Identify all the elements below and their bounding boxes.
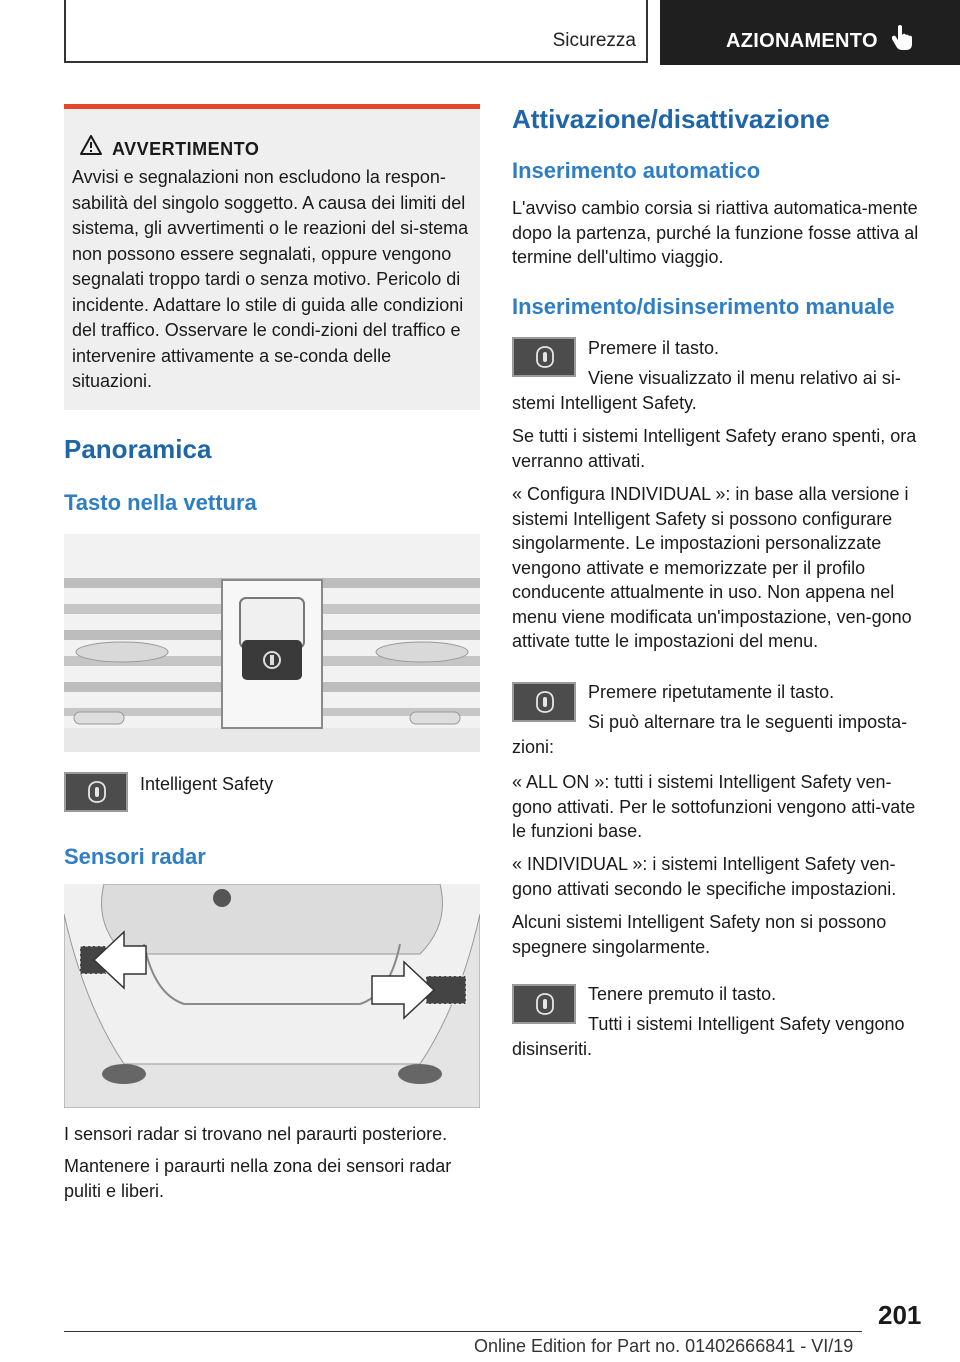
step2-press-repeat: Premere ripetutamente il tasto. <box>588 682 835 702</box>
step3-disabled: Tutti i sistemi Intelligent Safety vengono disinseriti. <box>512 1014 905 1059</box>
warning-title: AVVERTIMENTO <box>112 139 260 159</box>
activation-heading: Attivazione/disattivazione <box>512 104 830 134</box>
intelligent-safety-button[interactable] <box>64 772 128 812</box>
overview-heading: Panoramica <box>64 434 212 464</box>
header-chapter-tab <box>660 0 960 65</box>
warning-text: Avvisi e segnalazioni non escludono la respon-sabilità del singolo soggetto. A causa dei limiti del sistema, gli avvertimenti o le reazioni del si-stema non possono essere segnalati, oppure vengono segnalati troppo tardi o senza motivo. Pericolo di incidente. Adattare lo stile di guida alle condizioni del traffico. Osservare le condi-zioni del traffico e intervenire attivamente a se-conda delle situazioni. <box>72 167 469 391</box>
step2-note: Alcuni sistemi Intelligent Safety non si possono spegnere singolarmente. <box>512 912 887 957</box>
radar-text-location: I sensori radar si trovano nel paraurti posteriore. <box>64 1124 448 1144</box>
radar-text-clean: Mantenere i paraurti nella zona dei sensori radar puliti e liberi. <box>64 1156 452 1201</box>
intelligent-safety-label: Intelligent Safety <box>140 774 274 794</box>
step3-hold: Tenere premuto il tasto. <box>588 984 777 1004</box>
manual-heading: Inserimento/disinserimento manuale <box>512 294 895 319</box>
step1-activated: Se tutti i sistemi Intelligent Safety erano spenti, ora verranno attivati. <box>512 426 917 471</box>
intelligent-safety-icon <box>88 781 106 803</box>
intelligent-safety-icon <box>536 346 554 368</box>
footer-divider <box>64 1331 862 1332</box>
button-heading: Tasto nella vettura <box>64 490 257 515</box>
step2-all-on: « ALL ON »: tutti i sistemi Intelligent Safety ven-gono attivati. Per le sottofunzioni vengono atti-vate le funzioni base. <box>512 772 916 841</box>
step2-alternate: Si può alternare tra le seguenti imposta-zioni: <box>512 712 908 757</box>
warning-box <box>64 104 480 410</box>
auto-text: L'avviso cambio corsia si riattiva automatica-mente dopo la partenza, purché la funzione fosse attiva al termine dell'ultimo viaggio. <box>512 198 919 267</box>
grille-illustration <box>64 534 480 752</box>
header-section-title: Sicurezza <box>552 30 636 51</box>
step1-configure: « Configura INDIVIDUAL »: in base alla versione i sistemi Intelligent Safety si possono configurare singolarmente. Le impostazioni personalizzate vengono attivate e memorizzate per il profilo conducente attualmente in uso. Non appena nel menu viene modificata un'impostazione, ven-gono attivate tutte le impostazioni del menu. <box>512 484 912 651</box>
footer-edition: Online Edition for Part no. 01402666841 - VI/19 <box>474 1336 854 1356</box>
auto-heading: Inserimento automatico <box>512 158 761 183</box>
radar-heading: Sensori radar <box>64 844 206 869</box>
header-chapter-label: AZIONAMENTO <box>726 30 878 52</box>
step2-individual: « INDIVIDUAL »: i sistemi Intelligent Safety ven-gono attivati secondo le specifiche impostazioni. <box>512 854 897 899</box>
hand-pointer-icon <box>892 24 914 50</box>
radar-sensors-figure <box>64 884 480 1108</box>
step1-menu-shown: Viene visualizzato il menu relativo ai si-stemi Intelligent Safety. <box>512 368 901 413</box>
step1-press: Premere il tasto. <box>588 338 720 358</box>
grille-button-figure <box>64 534 480 752</box>
car-rear-illustration <box>64 884 480 1108</box>
header-section-box <box>64 0 648 63</box>
warning-triangle-icon <box>80 135 102 155</box>
page-number: 201 <box>878 1300 922 1330</box>
